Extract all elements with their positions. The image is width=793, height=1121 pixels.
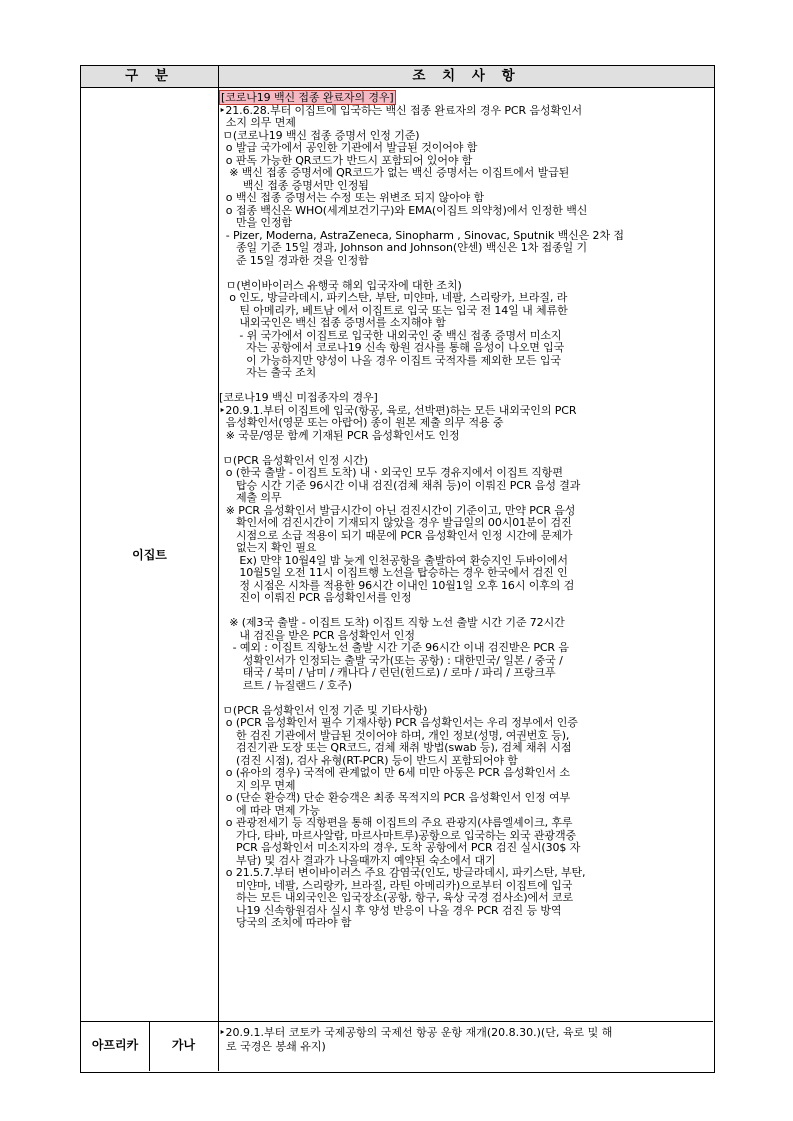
egypt-line: - 위 국가에서 이집트로 입국한 내외국인 중 백신 접종 증명서 미소지 [219,328,562,342]
egypt-line: 틴 아메리카, 베트남 에서 이집트로 입국 또는 입국 전 14일 내 체류한 [219,303,568,317]
country-egypt: 이집트 [132,548,167,562]
egypt-line: o 백신 접종 증명서는 수정 또는 위변조 되지 않아야 함 [219,191,485,204]
egypt-line: [코로나19 백신 접종 완료자의 경우] [221,91,394,104]
egypt-line: ‣21.6.28.부터 이집트에 입국하는 백신 접종 완료자의 경우 PCR 음성확인서 [219,103,583,117]
egypt-line: ※ (제3국 출발 - 이집트 도착) 이집트 직항 노선 출발 시간 기준 72시간 [219,616,565,629]
egypt-line: 음성확인서(영문 또는 아랍어) 종이 원본 제출 의무 적용 중 [219,416,504,429]
egypt-line: 에 따라 면제 가능 [219,803,320,817]
egypt-line: 자는 출국 조치 [219,366,317,379]
egypt-line: 한 검진 기관에서 발급된 것이어야 하며, 개인 정보(성명, 여권번호 등), [219,728,570,742]
egypt-line: 부담) 및 검사 결과가 나올때까지 예약된 숙소에서 대기 [219,853,496,867]
egypt-line: 진이 이뤄진 PCR 음성확인서를 인정 [219,591,412,604]
egypt-line: 확인서에 검진시간이 기재되지 않았을 경우 발급일의 00시01분이 검진 [219,516,572,529]
ghana-line: ‣20.9.1.부터 코토카 국제공항의 국제선 항공 운항 재개(20.8.30.)(단, 육로 및 해 [219,1026,613,1039]
egypt-line: 성확인서가 인정되는 출발 국가(또는 공항) : 대한민국/ 일본 / 중국 / [219,653,563,667]
continent-africa: 아프리카 [91,1038,139,1052]
egypt-line: - Pizer, Moderna, AstraZeneca, Sinopharm , Sinovac, Sputnik 백신은 2차 접 [219,228,624,242]
egypt-line: 미얀마, 네팔, 스리랑카, 브라질, 라틴 아메리카)으로부터 이집트에 입국 [219,878,573,892]
egypt-line: 없는지 확인 필요 [219,541,317,554]
egypt-line: 내 검진을 받은 PCR 음성확인서 인정 [219,628,415,642]
egypt-line: 이 가능하지만 양성이 나올 경우 이집트 국적자를 제외한 모든 입국 [219,353,561,367]
egypt-line: o (유아의 경우) 국적에 관계없이 만 6세 미만 아동은 PCR 음성확인서 소 [219,766,570,779]
egypt-line: o (한국 출발 - 이집트 도착) 내ㆍ외국인 모두 경유지에서 이집트 직항편 [219,466,563,479]
egypt-line: ※ 백신 접종 증명서에 QR코드가 없는 백신 증명서는 이집트에서 발급된 [219,166,570,179]
egypt-line: 르트 / 뉴질랜드 / 호주) [219,678,352,692]
table-header [81,66,714,88]
egypt-line: PCR 음성확인서 미소지자의 경우, 도착 공항에서 PCR 검진 실시(30$ 자 [219,841,581,854]
egypt-line: o 관광전세기 등 직항편을 통해 이집트의 주요 관광지(샤름엘셰이크, 후루 [219,816,573,829]
egypt-line: ㅁ(변이바이러스 유행국 해외 입국자에 대한 조치) [219,278,462,292]
measures-table [80,65,715,1073]
egypt-line: 당국의 조치에 따라야 함 [219,916,352,929]
egypt-line: Ex) 만약 10월4일 밤 늦게 인천공항을 출발하여 환승지인 두바이에서 [219,553,568,567]
egypt-line: 종일 기준 15일 경과, Johnson and Johnson(얀센) 백신은 1차 접종일 기 [219,241,588,254]
country-ghana: 가나 [171,1038,196,1052]
ghana-measures [219,1026,709,1054]
egypt-line: 검진기관 도장 또는 QR코드, 검체 채취 방법(swab 등), 검체 채취 시점 [219,741,572,754]
egypt-line: 제출 의무 [219,491,282,504]
egypt-line: ㅁ(코로나19 백신 접종 증명서 인정 기준) [219,128,420,142]
egypt-line: 하는 모든 내외국인은 입국장소(공항, 항구, 육상 국경 검사소)에서 코로 [219,891,574,904]
egypt-line: ㅁ(PCR 음성확인서 인정 시간) [219,453,368,467]
egypt-line: o 판독 가능한 QR코드가 반드시 포함되어 있어야 함 [219,153,473,167]
egypt-line: 준 15일 경과한 것을 인정함 [219,253,369,267]
egypt-line: o 접종 백신은 WHO(세계보건기구)와 EMA(이집트 의약청)에서 인정한 백신 [219,203,588,217]
egypt-line: o 21.5.7.부터 변이바이러스 주요 감염국(인도, 방글라데시, 파키스탄, 부탄, [219,866,586,879]
egypt-line: 내외국인은 백신 접종 증명서를 소지해야 함 [219,316,446,329]
egypt-line: 탑승 시간 기준 96시간 이내 검진(검체 채취 등)이 이뤄진 PCR 음성 결과 [219,478,581,492]
egypt-line: ‣20.9.1.부터 이집트에 입국(항공, 육로, 선박편)하는 모든 내외국인의 PCR [219,403,577,417]
ghana-line: 로 국경은 봉쇄 유지) [219,1040,326,1053]
header-region: 구 분 [125,68,174,84]
egypt-line: ㅁ(PCR 음성확인서 인정 기준 및 기타사항) [219,703,428,717]
egypt-line: 자는 공항에서 코로나19 신속 항원 검사를 통해 음성이 나오면 입국 [219,341,565,354]
egypt-line: 백신 접종 증명서만 인정됨 [219,178,369,192]
header-measures: 조 치 사 항 [412,68,521,84]
egypt-line: ※ 국문/영문 함께 기재된 PCR 음성확인서도 인정 [219,428,460,442]
egypt-line: (검진 시점), 검사 유형(RT-PCR) 등이 반드시 포함되어야 함 [219,753,518,767]
egypt-line: - 예외 : 이집트 직항노선 출발 시간 기준 96시간 이내 검진받은 PCR 음 [219,641,569,654]
egypt-line: o (PCR 음성확인서 필수 기재사항) PCR 음성확인서는 우리 정부에서 인증 [219,716,578,729]
egypt-measures [219,92,709,930]
egypt-line: 가다, 타바, 마르사알람, 마르사마트루)공항으로 입국하는 외국 관광객중 [219,828,576,842]
egypt-line: o 발급 국가에서 공인한 기관에서 발급된 것이어야 함 [219,141,478,154]
egypt-line: 시점으로 소급 적용이 되기 때문에 PCR 음성확인서 인정 시간에 문제가 [219,528,573,542]
egypt-line: 만을 인정함 [219,216,293,229]
egypt-line: o (단순 환승객) 단순 환승객은 최종 목적지의 PCR 음성확인서 인정 여부 [219,791,571,804]
egypt-line: o 인도, 방글라데시, 파키스탄, 부탄, 미얀마, 네팔, 스리랑카, 브라질, 라 [219,291,568,304]
egypt-line: 정 시점은 시차를 적용한 96시간 이내인 10월1일 오후 16시 이후의 검 [219,578,575,592]
egypt-line: 나19 신속항원검사 실시 후 양성 반응이 나올 경우 PCR 검진 등 방역 [219,903,562,917]
egypt-line: 태국 / 북미 / 남미 / 캐나다 / 런던(힌드로) / 로마 / 파리 / 프랑크푸 [219,666,556,679]
egypt-line: ※ PCR 음성확인서 발급시간이 아닌 검진시간이 기준이고, 만약 PCR 음성 [219,503,576,517]
egypt-line: [코로나19 백신 미접종자의 경우] [219,391,378,404]
egypt-line: 지 의무 면제 [219,778,296,792]
egypt-line: 소지 의무 면제 [219,116,296,129]
egypt-line: 10월5일 오전 11시 이집트행 노선을 탑승하는 경우 한국에서 검진 인 [219,566,568,579]
row-divider [81,1021,713,1022]
